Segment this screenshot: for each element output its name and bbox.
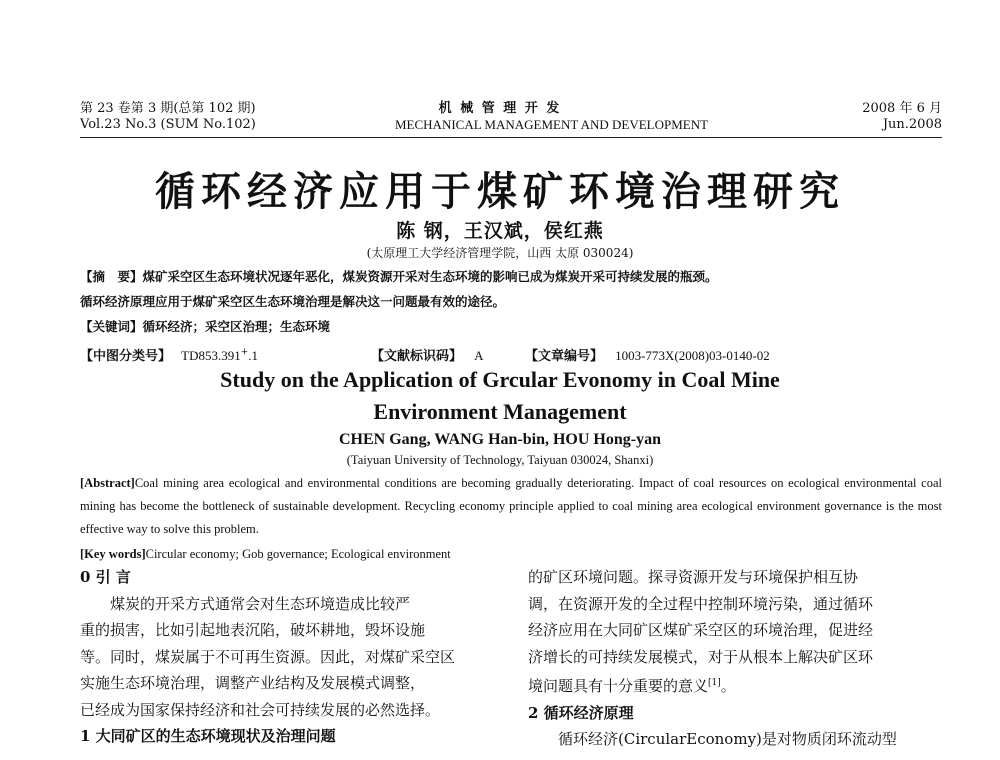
body-line-text: 境问题具有十分重要的意义 (528, 677, 709, 695)
body-line: 已经成为国家保持经济和社会可持续发展的必然选择。 (80, 700, 441, 719)
keywords-cn-text: 循环经济；采空区治理；生态环境 (142, 319, 331, 334)
section-heading-1: 1 大同矿区的生态环境现状及治理问题 (80, 727, 336, 745)
affiliation-en: (Taiyuan University of Technology, Taiyuan 030024, Shanxi) (346, 453, 654, 467)
abstract-en (80, 472, 942, 541)
body-line: 循环经济(CircularEconomy)是对物质闭环流动型 (558, 730, 897, 748)
body-line: 济增长的可持续发展模式，对于从根本上解决矿区环 (528, 647, 874, 666)
body-line-with-ref (528, 670, 897, 700)
header-volume-en: Vol.23 No.3 (SUM No.102) (80, 117, 256, 132)
clc-label: 【中图分类号】 (80, 349, 172, 364)
title-en-line1: Study on the Application of Grcular Evonomy in Coal Mine (220, 367, 780, 392)
clc-value: TD853.391 (181, 348, 241, 363)
keywords-en-text: Circular economy; Gob governance; Ecological environment (145, 547, 451, 561)
header-journal-en: MECHANICAL MANAGEMENT AND DEVELOPMENT (395, 117, 709, 132)
abstract-cn-label: 【摘 要】 (80, 269, 143, 284)
article-number-field (525, 345, 770, 364)
affiliation-cn: (太原理工大学经济管理学院，山西 太原 030024) (366, 246, 634, 260)
header-volume-cn: 第 23 卷第 3 期(总第 102 期) (80, 101, 256, 116)
body-line-end: 。 (720, 677, 736, 695)
keywords-en-label: [Key words] (80, 547, 146, 561)
clc-sup: + (240, 347, 249, 358)
doc-code-field (371, 345, 484, 364)
header-journal-cn: 机 械 管 理 开 发 (438, 101, 562, 116)
right-column (528, 564, 897, 753)
body-line: 煤炭的开采方式通常会对生态环境造成比较严 (110, 594, 411, 613)
body-line: 等。同时，煤炭属于不可再生资源。因此，对煤矿采空区 (80, 647, 456, 666)
title-en-line2: Environment Management (373, 399, 627, 424)
body-line: 经济应用在大同矿区煤矿采空区的环境治理，促进经 (528, 621, 874, 639)
abstract-cn-line1 (80, 267, 950, 285)
article-number-label: 【文章编号】 (525, 349, 604, 364)
keywords-cn (80, 317, 950, 335)
clc-field (80, 345, 258, 364)
article-number-value: 1003-773X(2008)03-0140-02 (615, 348, 770, 363)
clc-suffix: .1 (248, 348, 259, 363)
doc-code-label: 【文献标识码】 (371, 349, 463, 364)
abstract-cn-line2: 循环经济原理应用于煤矿采空区生态环境治理是解决这一问题最有效的途径。 (80, 294, 506, 309)
header-rule (80, 137, 942, 138)
authors-cn: 陈 钢，王汉斌，侯红燕 (396, 220, 604, 242)
body-line: 重的损害，比如引起地表沉陷，破坏耕地，毁坏设施 (80, 621, 426, 639)
body-line: 实施生态环境治理，调整产业结构及发展模式调整， (80, 674, 426, 692)
abstract-en-label: [Abstract] (80, 476, 135, 490)
doc-code-value: A (474, 348, 484, 363)
section-heading-2: 2 循环经济原理 (528, 703, 634, 722)
keywords-cn-label: 【关键词】 (80, 319, 143, 334)
body-line: 调，在资源开发的全过程中控制环境污染，通过循环 (528, 594, 874, 613)
abstract-en-text: Coal mining area ecological and environmental conditions are becoming gradually deteriorating. Impact of coal resources on ecological environmental coal mining has become the bottleneck of sustainable development. Recycling economy principle applied to coal mining area ecological environment governance is the most effective way to solve this problem. (80, 476, 942, 536)
title-cn: 循环经济应用于煤矿环境治理研究 (155, 168, 845, 215)
header-date-en: Jun.2008 (882, 117, 942, 132)
left-column (80, 564, 455, 750)
abstract-cn-text1: 煤矿采空区生态环境状况逐年恶化，煤炭资源开采对生态环境的影响已成为煤炭开采可持续发展的瓶颈。 (142, 269, 718, 284)
header-date-cn: 2008 年 6 月 (862, 101, 942, 116)
section-heading-0: 0 引 言 (80, 568, 131, 586)
authors-en: CHEN Gang, WANG Han-bin, HOU Hong-yan (339, 431, 661, 448)
reference-mark: [1] (708, 678, 721, 688)
body-line: 的矿区环境问题。探寻资源开发与环境保护相互协 (528, 568, 859, 586)
keywords-en (80, 547, 451, 562)
